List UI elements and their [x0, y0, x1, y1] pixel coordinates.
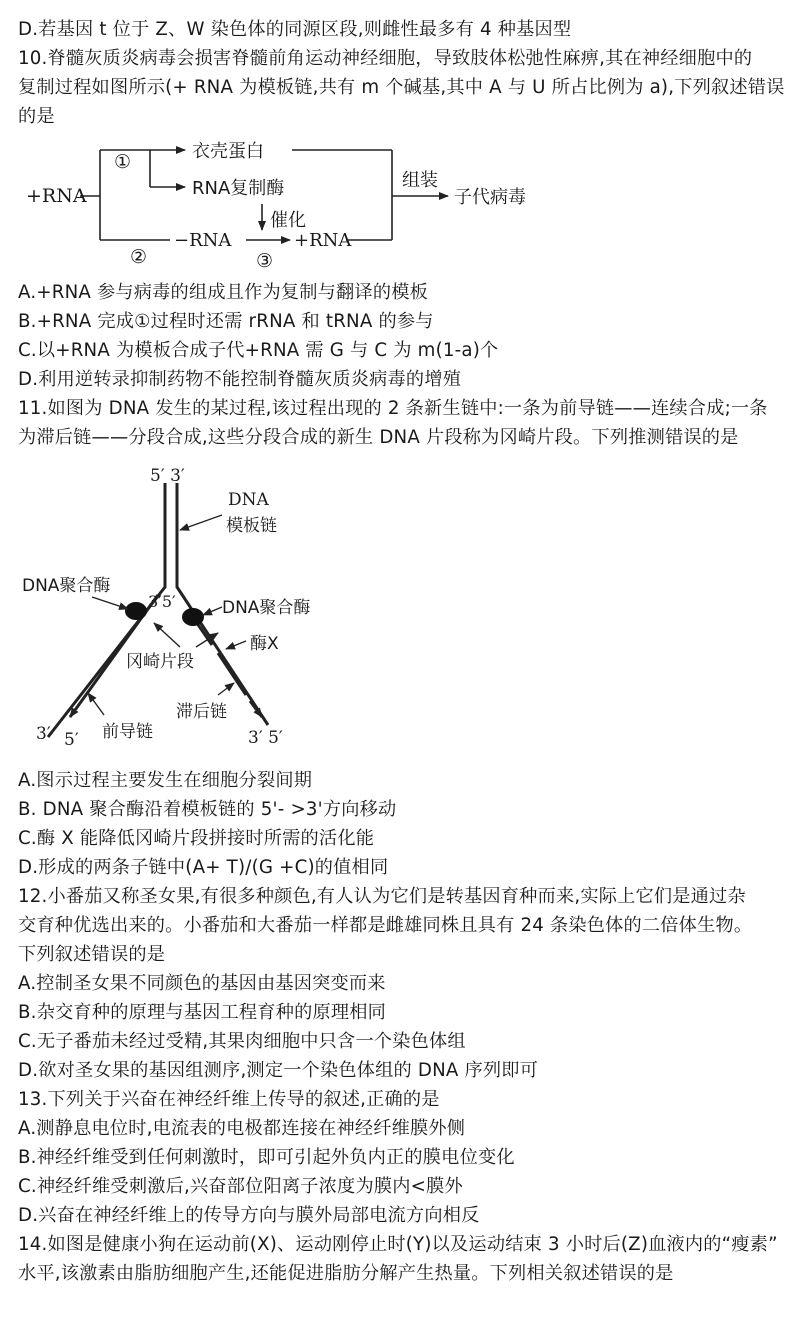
q11-right-ends: 3′ 5′ — [248, 728, 283, 748]
q11-polymerase-left-label: DNA聚合酶 — [22, 576, 111, 596]
q12-stem-line-3: 下列叙述错误的是 — [18, 944, 166, 965]
q13-stem: 13.下列关于兴奋在神经纤维上传导的叙述,正确的是 — [18, 1089, 440, 1110]
q11-option-c: C.酶 X 能降低冈崎片段拼接时所需的活化能 — [18, 828, 375, 849]
q11-option-a: A.图示过程主要发生在细胞分裂间期 — [18, 770, 313, 791]
q13-option-c: C.神经纤维受刺激后,兴奋部位阳离子浓度为膜内<膜外 — [18, 1176, 463, 1197]
q11-template-label: 模板链 — [226, 516, 277, 536]
q12-stem-line-2: 交育种优选出来的。小番茄和大番茄一样都是雌雄同株且具有 24 条染色体的二倍体生物。 — [18, 915, 753, 936]
q11-lagging-label: 滞后链 — [176, 702, 227, 722]
q13-option-b: B.神经纤维受到任何刺激时，即可引起外负内正的膜电位变化 — [18, 1147, 515, 1168]
q12-option-a: A.控制圣女果不同颜色的基因由基因突变而来 — [18, 973, 386, 994]
q13-option-a: A.测静息电位时,电流表的电极都连接在神经纤维膜外侧 — [18, 1118, 466, 1139]
q11-left-3: 3′ — [36, 724, 51, 744]
q10-plus-rna: +RNA — [294, 230, 352, 251]
q10-option-c: C.以+RNA 为模板合成子代+RNA 需 G 与 C 为 m(1-a)个 — [18, 340, 499, 361]
q10-coat-protein: 衣壳蛋白 — [192, 141, 264, 162]
q10-option-a: A.+RNA 参与病毒的组成且作为复制与翻译的模板 — [18, 282, 428, 303]
q10-step-1: ① — [114, 151, 132, 173]
q10-option-b: B.+RNA 完成①过程时还需 rRNA 和 tRNA 的参与 — [18, 311, 434, 332]
q10-replicase: RNA复制酶 — [192, 178, 285, 199]
q12-option-d: D.欲对圣女果的基因组测序,测定一个染色体组的 DNA 序列即可 — [18, 1060, 539, 1081]
q11-left-5: 5′ — [64, 730, 79, 750]
q11-okazaki-label: 冈崎片段 — [126, 652, 194, 672]
q13-option-d: D.兴奋在神经纤维上的传导方向与膜外局部电流方向相反 — [18, 1205, 480, 1226]
q12-option-c: C.无子番茄未经过受精,其果肉细胞中只含一个染色体组 — [18, 1031, 466, 1052]
q11-top-ends: 5′ 3′ — [150, 466, 185, 486]
q10-minus-rna: −RNA — [174, 230, 232, 251]
dna-polymerase-right-blob — [182, 608, 204, 626]
q10-progeny-virus: 子代病毒 — [454, 187, 526, 208]
q12-stem-line-1: 12.小番茄又称圣女果,有很多种颜色,有人认为它们是转基因育种而来,实际上它们是通过杂 — [18, 886, 746, 907]
q11-stem-line-2: 为滞后链——分段合成,这些分段合成的新生 DNA 片段称为冈崎片段。下列推测错误的是 — [18, 427, 739, 448]
q11-dna-replication-diagram — [0, 455, 794, 760]
q10-step-3: ③ — [256, 250, 274, 272]
q11-option-b: B. DNA 聚合酶沿着模板链的 5'- >3'方向移动 — [18, 799, 397, 820]
q10-option-d: D.利用逆转录抑制药物不能控制脊髓灰质炎病毒的增殖 — [18, 369, 462, 390]
q11-enzyme-x-label: 酶X — [250, 634, 279, 654]
q11-stem-line-1: 11.如图为 DNA 发生的某过程,该过程出现的 2 条新生链中:一条为前导链——连续合成;一条 — [18, 398, 768, 419]
q11-leading-label: 前导链 — [102, 722, 153, 742]
q9-option-d: D.若基因 t 位于 Z、W 染色体的同源区段,则雌性最多有 4 种基因型 — [18, 19, 572, 40]
q11-option-d: D.形成的两条子链中(A+ T)/(G +C)的值相同 — [18, 857, 389, 878]
q10-stem-line-1: 10.脊髓灰质炎病毒会损害脊髓前角运动神经细胞，导致肢体松弛性麻痹,其在神经细胞中的 — [18, 48, 753, 69]
q10-stem-line-2: 复制过程如图所示(+ RNA 为模板链,共有 m 个碱基,其中 A 与 U 所占比例为 a),下列叙述错误 — [18, 77, 785, 98]
q11-polymerase-right-label: DNA聚合酶 — [222, 598, 311, 618]
dna-polymerase-left-blob — [125, 602, 147, 620]
q10-start-rna: +RNA — [26, 185, 87, 207]
q14-stem-line-2: 水平,该激素由脂肪细胞产生,还能促进脂肪分解产生热量。下列相关叙述错误的是 — [18, 1263, 674, 1284]
q10-catalyze: 催化 — [270, 210, 306, 231]
q10-step-2: ② — [130, 246, 148, 268]
q10-replication-diagram — [0, 132, 794, 272]
q12-option-b: B.杂交育种的原理与基因工程育种的原理相同 — [18, 1002, 387, 1023]
q14-stem-line-1: 14.如图是健康小狗在运动前(X)、运动刚停止时(Y)以及运动结束 3 小时后(Z)血液内的“瘦素” — [18, 1234, 778, 1255]
q10-assemble: 组装 — [402, 170, 438, 191]
q11-mid-ends: 3′5′ — [148, 592, 176, 611]
q11-dna-label: DNA — [228, 490, 269, 510]
q10-stem-line-3: 的是 — [18, 106, 55, 127]
